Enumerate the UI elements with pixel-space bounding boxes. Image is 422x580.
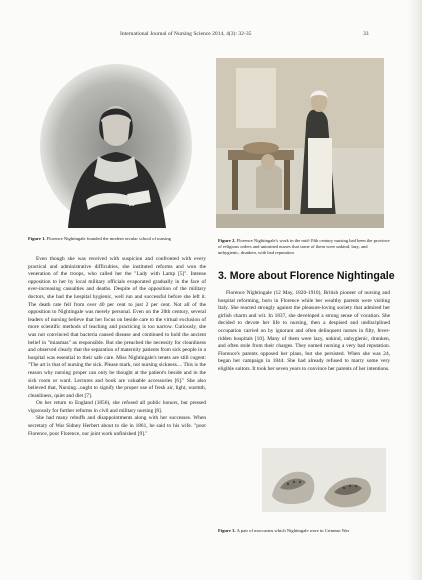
right-column <box>218 290 390 374</box>
left-paragraph-1: Even though she was received with suspicion and confronted with every practical and administrative difficulties, she instituted reforms and won the veneration of the troops, who called her the "Lady with Lamp [5]". Intense opposition to her by local military officials evaporated gradually in the face of ever-increasing casualties and deaths. Despite of the opposition of the military doctors, she had the hospital hygienic, well run and successful before she left it. The death rate fell from over 40 per cent to just 2 per cent. Not all of the opposition to Nightingale was merely personal. Even on the 20th century, several leaders of nursing believe that her focus on beside care to the virtual exclusion of more scientific methods of teaching and practicing is too narrow. Curiously, she was not convinced that bacteria caused disease and continued to hold the ancient belief in "miasmas" as responsible. But she preached the necessity for cleanliness and observed clearly that the separation of maternity patients from sick people in a hospital was essential to their safe care. Miss Nightingale's tenets are still cogent: "The art is that of nursing the sick. Please mark, not nursing sickness.... This is the reason why nursing proper can only be thought at the patient's beside and in the sick room or ward. Lectures and book are valuable accessories [6]." She also believed that, Nursing...ought to signify the proper use of fresh air, light, warmth, cleanliness, quiet and diet [7]. <box>28 256 206 399</box>
moccasins-image <box>262 448 386 512</box>
right-paragraph-1: Florence Nightingale (12 May, 1820-1910), British pioneer of nursing and hospital reforming, born in Florence while her wealthy parents were visiting Italy. She reacted strongly against the pleasure-loving society that admired her girlish charm and wit. In 1837, she developed a strong sense of vocation. She decided to devote her life to nursing, then a despised and undisciplined occupation carried on by ignorant and often delinquent nurses in filty, fever-ridden hospitals [10]. Many of them were lazy, unkind, unhygienic, drunken, and often stole from their charges. They earned nursing a very bad reputation. Florence's parents opposed her plans, but she persisted. When she was 24, began her campaign in 1844. She had already refused to marry some very eligible suitors. It took her seven years to convince her parents of her intentions. <box>218 290 390 372</box>
page-number: 33 <box>363 31 369 37</box>
figure-2-caption-text: Florence Nightingale's work in the mid-19th century nursing had been the province of religious orders and untrained nurses that some of them were unkind, lazy, and unhygienic, drunken, with bad reputation <box>218 238 390 255</box>
running-header <box>0 31 422 41</box>
figure-3-label: Figure 3. <box>218 528 237 533</box>
figure-1-caption-text: Florence Nightingale founded the modern secular school of nursing <box>46 236 171 241</box>
figure-2-label: Figure 2. <box>218 238 237 243</box>
portrait-image <box>28 60 204 228</box>
figure-1-portrait <box>28 60 204 228</box>
figure-2-nursing-scene <box>216 58 384 228</box>
left-paragraph-3: She had many rebuffs and disappointments along with her successes. When secretary of War Sidney Herbert about to die in 1861, he said to his wife. "poor Florence, poor Florence, our joint work unfinished [9]." <box>28 415 206 437</box>
journal-citation: International Journal of Nursing Science 2014, 4(3): 32-35 <box>120 31 252 37</box>
left-column <box>28 256 206 438</box>
figure-3-moccasins <box>262 448 386 512</box>
nursing-scene-image <box>216 58 384 228</box>
figure-2-caption <box>218 238 390 256</box>
figure-3-caption-text: A pair of moccasins which Nightingale wore in Crimean War <box>236 528 350 533</box>
figure-1-caption <box>28 236 206 242</box>
figure-1-label: Figure 1. <box>28 236 47 241</box>
figure-3-caption <box>218 528 392 534</box>
page-edge-shadow <box>408 0 422 580</box>
left-paragraph-2: On her return to England (1856), she refused all public honors, but pressed vigorously for further reforms in civil and military nursing [8]. <box>28 400 206 414</box>
section-heading: 3. More about Florence Nightingale <box>218 270 395 282</box>
